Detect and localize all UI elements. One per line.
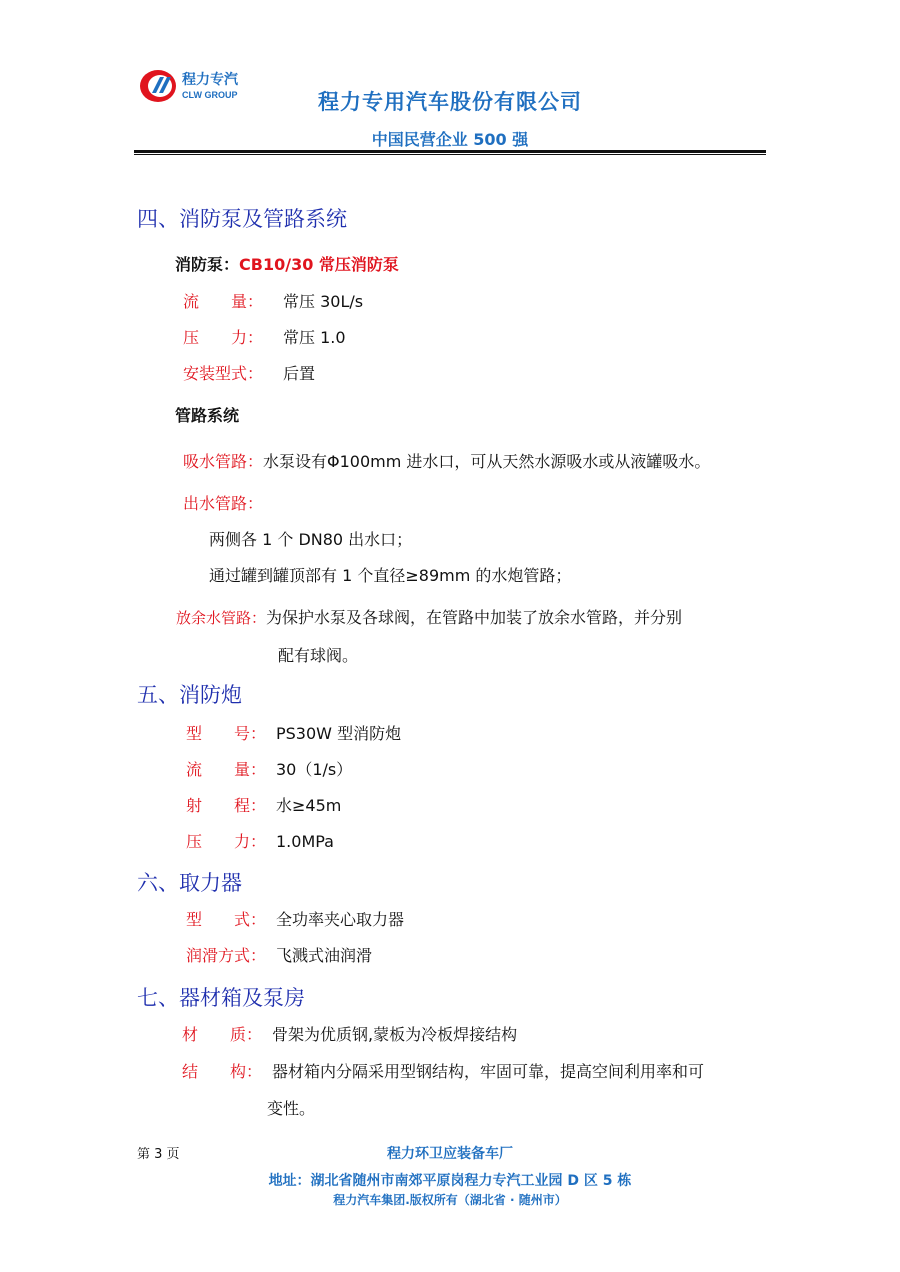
pump-install-value: 后置	[283, 364, 316, 383]
drain-line-1: 为保护水泵及各球阀，在管路中加装了放余水管路，并分别	[266, 608, 683, 627]
pump-pressure-row	[183, 325, 346, 348]
pto-type-row	[186, 907, 404, 930]
drain-row	[176, 605, 682, 628]
box-structure-line-2: 变性。	[267, 1099, 316, 1118]
logo-en-text: CLW GROUP	[182, 90, 238, 100]
cannon-model-row	[186, 721, 401, 744]
box-material-value: 骨架为优质钢,蒙板为冷板焊接结构	[272, 1025, 518, 1044]
cannon-model-value: PS30W 型消防炮	[276, 724, 402, 743]
pump-pressure-value: 常压 1.0	[283, 328, 346, 347]
suction-row	[183, 449, 710, 472]
logo-cn-text: 程力专汽	[182, 71, 238, 87]
cannon-flow-row	[186, 757, 352, 780]
outlet-label: 出水管路：	[183, 494, 264, 513]
box-structure-label: 结 构：	[182, 1062, 263, 1081]
box-material-label: 材 质：	[182, 1025, 263, 1044]
cannon-range-label: 射 程：	[186, 796, 267, 815]
suction-label: 吸水管路：	[183, 452, 264, 471]
drain-line-2: 配有球阀。	[278, 646, 359, 665]
box-material-row	[182, 1022, 517, 1045]
header-divider-thin	[134, 154, 766, 155]
pipe-system-heading: 管路系统	[175, 406, 240, 425]
pump-flow-label: 流 量：	[183, 292, 264, 311]
pump-install-row	[183, 361, 315, 384]
suction-value: 水泵设有Φ100mm 进水口，可从天然水源吸水或从液罐吸水。	[263, 452, 711, 471]
cannon-flow-label: 流 量：	[186, 760, 267, 779]
cannon-pressure-label: 压 力：	[186, 832, 267, 851]
outlet-line-2: 通过罐到罐顶部有 1 个直径≥89mm 的水炮管路；	[209, 566, 572, 585]
pump-pressure-label: 压 力：	[183, 328, 264, 347]
pto-lube-row	[186, 943, 372, 966]
outlet-line-1: 两侧各 1 个 DN80 出水口；	[209, 530, 413, 549]
cannon-model-label: 型 号：	[186, 724, 267, 743]
pump-install-label: 安装型式：	[183, 364, 264, 383]
outlet-row	[183, 491, 263, 514]
cannon-pressure-value: 1.0MPa	[276, 832, 334, 851]
cannon-range-row	[186, 793, 341, 816]
section-5-title: 五、消防炮	[137, 683, 242, 707]
cannon-range-value: 水≥45m	[276, 796, 342, 815]
pump-label: 消防泵：	[175, 255, 240, 274]
pump-flow-value: 常压 30L/s	[283, 292, 364, 311]
box-structure-line-1: 器材箱内分隔采用型钢结构，牢固可靠，提高空间利用率和可	[272, 1062, 705, 1081]
pto-lube-value: 飞溅式油润滑	[276, 946, 373, 965]
pump-flow-row	[183, 289, 363, 312]
company-subtitle: 中国民营企业 500 强	[371, 130, 529, 149]
footer-address: 地址：湖北省随州市南郊平原岗程力专汽工业园 D 区 5 栋	[268, 1173, 632, 1189]
page-number: 第 3 页	[137, 1147, 180, 1162]
section-4-title: 四、消防泵及管路系统	[137, 207, 347, 231]
section-6-title: 六、取力器	[137, 871, 242, 895]
pump-model: CB10/30 常压消防泵	[239, 255, 399, 274]
drain-label: 放余水管路：	[176, 609, 267, 627]
cannon-flow-value: 30（1/s）	[276, 760, 353, 779]
footer-copyright: 程力汽车集团.版权所有（湖北省 · 随州市）	[333, 1193, 567, 1207]
box-structure-row	[182, 1059, 704, 1082]
header-divider	[134, 150, 766, 153]
pto-type-value: 全功率夹心取力器	[276, 910, 405, 929]
pto-lube-label: 润滑方式：	[186, 946, 267, 965]
section-7-title: 七、器材箱及泵房	[137, 986, 305, 1010]
pump-heading	[175, 252, 399, 275]
footer-factory: 程力环卫应装备车厂	[387, 1146, 513, 1162]
pto-type-label: 型 式：	[186, 910, 267, 929]
cannon-pressure-row	[186, 829, 334, 852]
company-name: 程力专用汽车股份有限公司	[318, 90, 582, 114]
